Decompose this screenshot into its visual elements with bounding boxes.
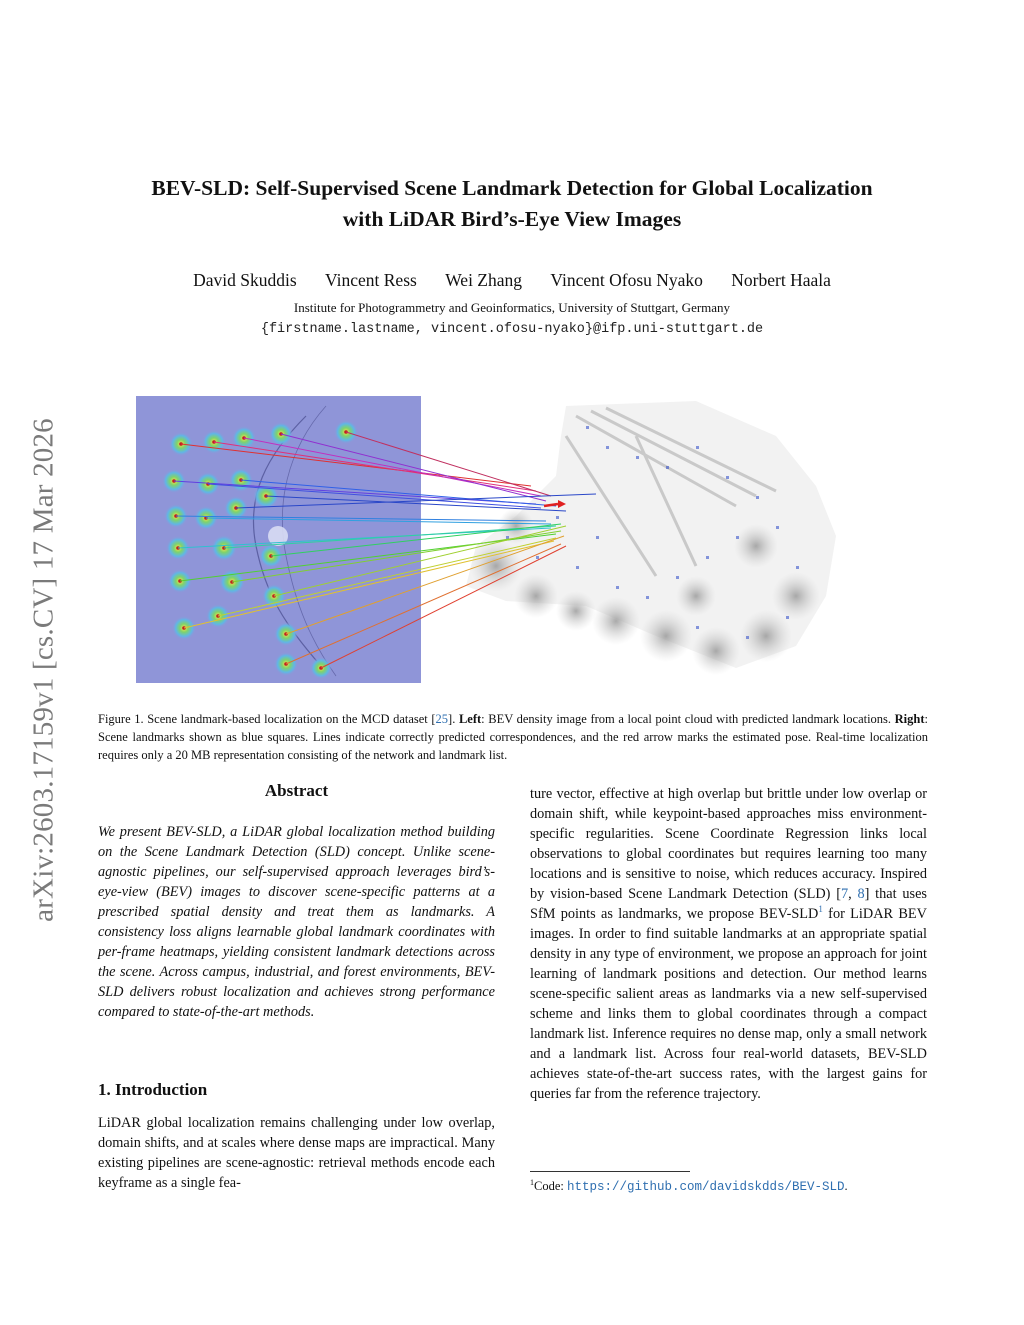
author-name: David Skuddis (193, 270, 297, 290)
caption-text: Scene landmark-based localization on the MCD dataset [ (147, 712, 436, 726)
abstract-text: We present BEV-SLD, a LiDAR global localization method building on the Scene Landmark Detection (SLD) concept. Unlike scene-agnostic pipelines, our self-supervised approach leverages bird’s-eye-view (BEV) images to discover scene-specific patterns at a prescribed spatial density and treat them as landmarks. A consistency loss aligns learnable global landmark coordinates with per-frame heatmaps, yielding consistent landmark detections across the scene. Across campus, industrial, and forest environments, BEV-SLD delivers robust localization and achieves strong performance compared to state-of-the-art methods. (98, 824, 495, 1020)
author-name: Vincent Ress (325, 270, 417, 290)
citation-link[interactable]: 25 (435, 712, 449, 726)
caption-left-label: Left (458, 712, 482, 726)
caption-left-text: : BEV density image from a local point cloud with predicted landmark locations. (481, 712, 895, 726)
caption-text: ]. (448, 712, 459, 726)
figure-1-caption (98, 710, 928, 764)
figure-1-graphic (136, 396, 948, 686)
caption-right-text: : Scene landmarks shown as blue squares. Lines indicate correctly predicted correspondences, and the red arrow marks the estimated pose. Real-time localization requires only a 20 MB representation consisting of the network and landmark list. (98, 712, 929, 762)
intro-text: for LiDAR BEV images. In order to find suitable landmarks at an appropriate spatial density in any type of environment, we propose an approach for joint learning of landmark positions and detection. Our method learns scene-specific salient areas as landmarks via a new self-supervised scheme and links them to global coordinates through a compact landmark list. Inference requires no dense map, only a small network and a landmark list. Across four real-world datasets, BEV-SLD achieves state-of-the-art success rates, with the largest gains for queries far from the reference trajectory. (530, 906, 927, 1102)
footnote-number: 1 (530, 1178, 534, 1187)
footnote (530, 1178, 848, 1194)
paper-title (60, 173, 964, 235)
author-email[interactable]: {firstname.lastname, vincent.ofosu-nyako}@ifp.uni-stuttgart.de (260, 322, 764, 337)
arxiv-stamp (24, 370, 64, 970)
introduction-text-right (530, 784, 927, 1104)
affiliation: Institute for Photogrammetry and Geoinformatics, University of Stuttgart, Germany (293, 300, 731, 315)
footnote-marker[interactable]: 1 (818, 904, 823, 915)
code-url-link[interactable]: https://github.com/davidskdds/BEV-SLD (566, 1180, 845, 1195)
caption-label: Figure 1. (98, 712, 144, 726)
author-name: Norbert Haala (731, 270, 831, 290)
citation-link[interactable]: 8 (857, 886, 865, 902)
intro-text: , (848, 886, 858, 902)
author-name: Wei Zhang (445, 270, 523, 290)
author-name: Vincent Ofosu Nyako (550, 270, 703, 290)
author-list (60, 270, 964, 291)
figure-1 (136, 396, 948, 686)
title-line-2: with LiDAR Bird’s-Eye View Images (342, 207, 682, 231)
footnote-label: Code: (534, 1179, 567, 1194)
arxiv-id[interactable]: arXiv:2603.17159v1 [cs.CV] 17 Mar 2026 (27, 418, 60, 922)
introduction-heading: 1. Introduction (98, 1080, 208, 1099)
citation-link[interactable]: 7 (840, 886, 849, 902)
abstract-heading: Abstract (264, 781, 329, 800)
introduction-text-left: LiDAR global localization remains challenging under low overlap, domain shifts, and at scales where dense maps are impractical. Many existing pipelines are scene-agnostic: retrieval methods encode each keyframe as a single fea- (98, 1115, 495, 1191)
caption-right-label: Right (894, 712, 925, 726)
footnote-divider (530, 1171, 690, 1172)
intro-text: ] that uses SfM points as landmarks, we propose BEV-SLD (530, 886, 927, 922)
intro-text: ture vector, effective at high overlap but brittle under low overlap or domain shift, while keypoint-based approaches miss environment-specific regularities. Scene Coordinate Regression links local observations to global coordinates but requires learning too many locations and is sensitive to noise, which reduces accuracy. Inspired by vision-based Scene Landmark Detection (SLD) [ (530, 786, 927, 902)
footnote-end: . (844, 1179, 848, 1194)
title-line-1: BEV-SLD: Self-Supervised Scene Landmark Detection for Global Localization (151, 176, 873, 200)
